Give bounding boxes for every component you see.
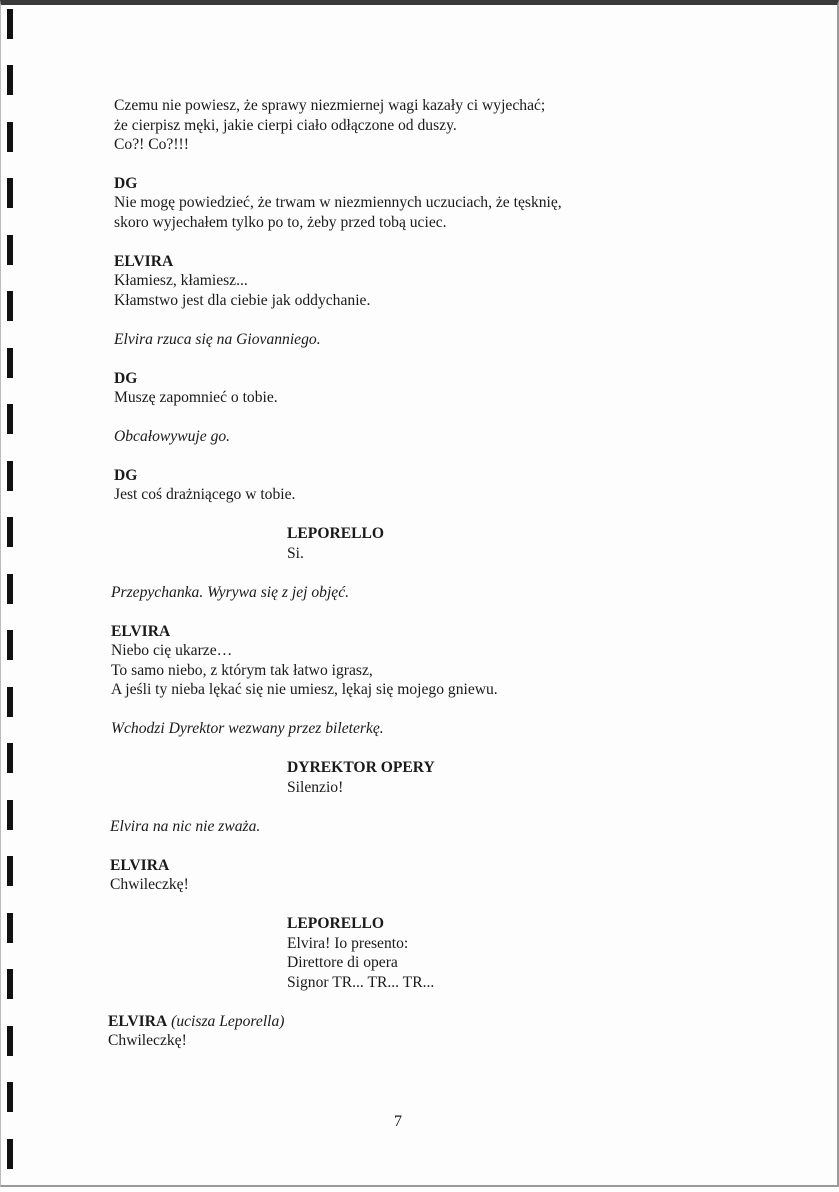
dialogue-line: że cierpisz męki, jakie cierpi ciało odłączone od duszy. — [114, 117, 457, 134]
stage-direction: Przepychanka. Wyrywa się z jej objęć. — [111, 584, 350, 601]
page-number: 7 — [394, 1113, 402, 1130]
stage-direction: Elvira na nic nie zważa. — [110, 818, 261, 835]
dialogue-line: Co?! Co?!!! — [114, 136, 189, 153]
binding-hole — [7, 122, 13, 152]
dialogue-line: Kłamstwo jest dla ciebie jak oddychanie. — [114, 292, 371, 309]
speaker-line — [108, 1012, 284, 1032]
speaker-name: ELVIRA — [110, 857, 170, 874]
binding-hole — [7, 9, 13, 39]
binding-hole — [7, 1139, 13, 1169]
dialogue-line: Direttore di opera — [287, 954, 398, 971]
binding-hole — [7, 517, 13, 547]
dialogue-line: skoro wyjechałem tylko po to, żeby przed tobą uciec. — [114, 214, 447, 231]
binding-hole — [7, 969, 13, 999]
dialogue-line: Kłamiesz, kłamiesz... — [114, 272, 248, 289]
speaker-name: DYREKTOR OPERY — [287, 759, 435, 776]
binding-hole — [7, 1026, 13, 1056]
binding-hole — [7, 856, 13, 886]
binding-hole — [7, 743, 13, 773]
speaker-name: DG — [114, 175, 138, 192]
dialogue-line: Chwileczkę! — [110, 876, 189, 893]
dialogue-line: Signor TR... TR... TR... — [287, 974, 435, 991]
dialogue-line: Czemu nie powiesz, że sprawy niezmiernej wagi kazały ci wyjechać; — [114, 97, 546, 114]
binding-hole — [7, 348, 13, 378]
dialogue-line: Si. — [287, 545, 304, 562]
stage-direction: Wchodzi Dyrektor wezwany przez bileterkę. — [111, 720, 384, 737]
stage-direction: Elvira rzuca się na Giovanniego. — [114, 331, 321, 348]
binding-hole — [7, 178, 13, 208]
dialogue-line: Muszę zapomnieć o tobie. — [114, 389, 278, 406]
binding-hole — [7, 1082, 13, 1112]
binding-hole — [7, 574, 13, 604]
speaker-name: DG — [114, 467, 138, 484]
binding-hole — [7, 687, 13, 717]
speaker-name: DG — [114, 370, 138, 387]
binding-hole — [7, 291, 13, 321]
binding-hole — [7, 65, 13, 95]
dialogue-line: Chwileczkę! — [108, 1032, 187, 1049]
comb-binding — [7, 5, 21, 1192]
dialogue-line: Silenzio! — [287, 779, 344, 796]
binding-hole — [7, 800, 13, 830]
binding-hole — [7, 461, 13, 491]
dialogue-line: Nie mogę powiedzieć, że trwam w niezmiennych uczuciach, że tęsknię, — [114, 194, 562, 211]
dialogue-line: Niebo cię ukarze… — [111, 642, 233, 659]
dialogue-line: A jeśli ty nieba lękać się nie umiesz, lękaj się mojego gniewu. — [111, 681, 498, 698]
binding-hole — [7, 630, 13, 660]
speaker-name: ELVIRA — [111, 623, 171, 640]
speaker-name: LEPORELLO — [287, 915, 385, 932]
stage-direction: (ucisza Leporella) — [171, 1013, 285, 1030]
speaker-name: LEPORELLO — [287, 525, 385, 542]
stage-direction: Obcałowywuje go. — [114, 428, 231, 445]
binding-hole — [7, 404, 13, 434]
dialogue-line: To samo niebo, z którym tak łatwo igrasz, — [111, 662, 373, 679]
dialogue-line: Elvira! Io presento: — [287, 935, 409, 952]
dialogue-line: Jest coś drażniącego w tobie. — [114, 486, 296, 503]
speaker-name: ELVIRA — [114, 253, 174, 270]
speaker-name: ELVIRA — [108, 1013, 168, 1030]
binding-hole — [7, 235, 13, 265]
binding-hole — [7, 913, 13, 943]
